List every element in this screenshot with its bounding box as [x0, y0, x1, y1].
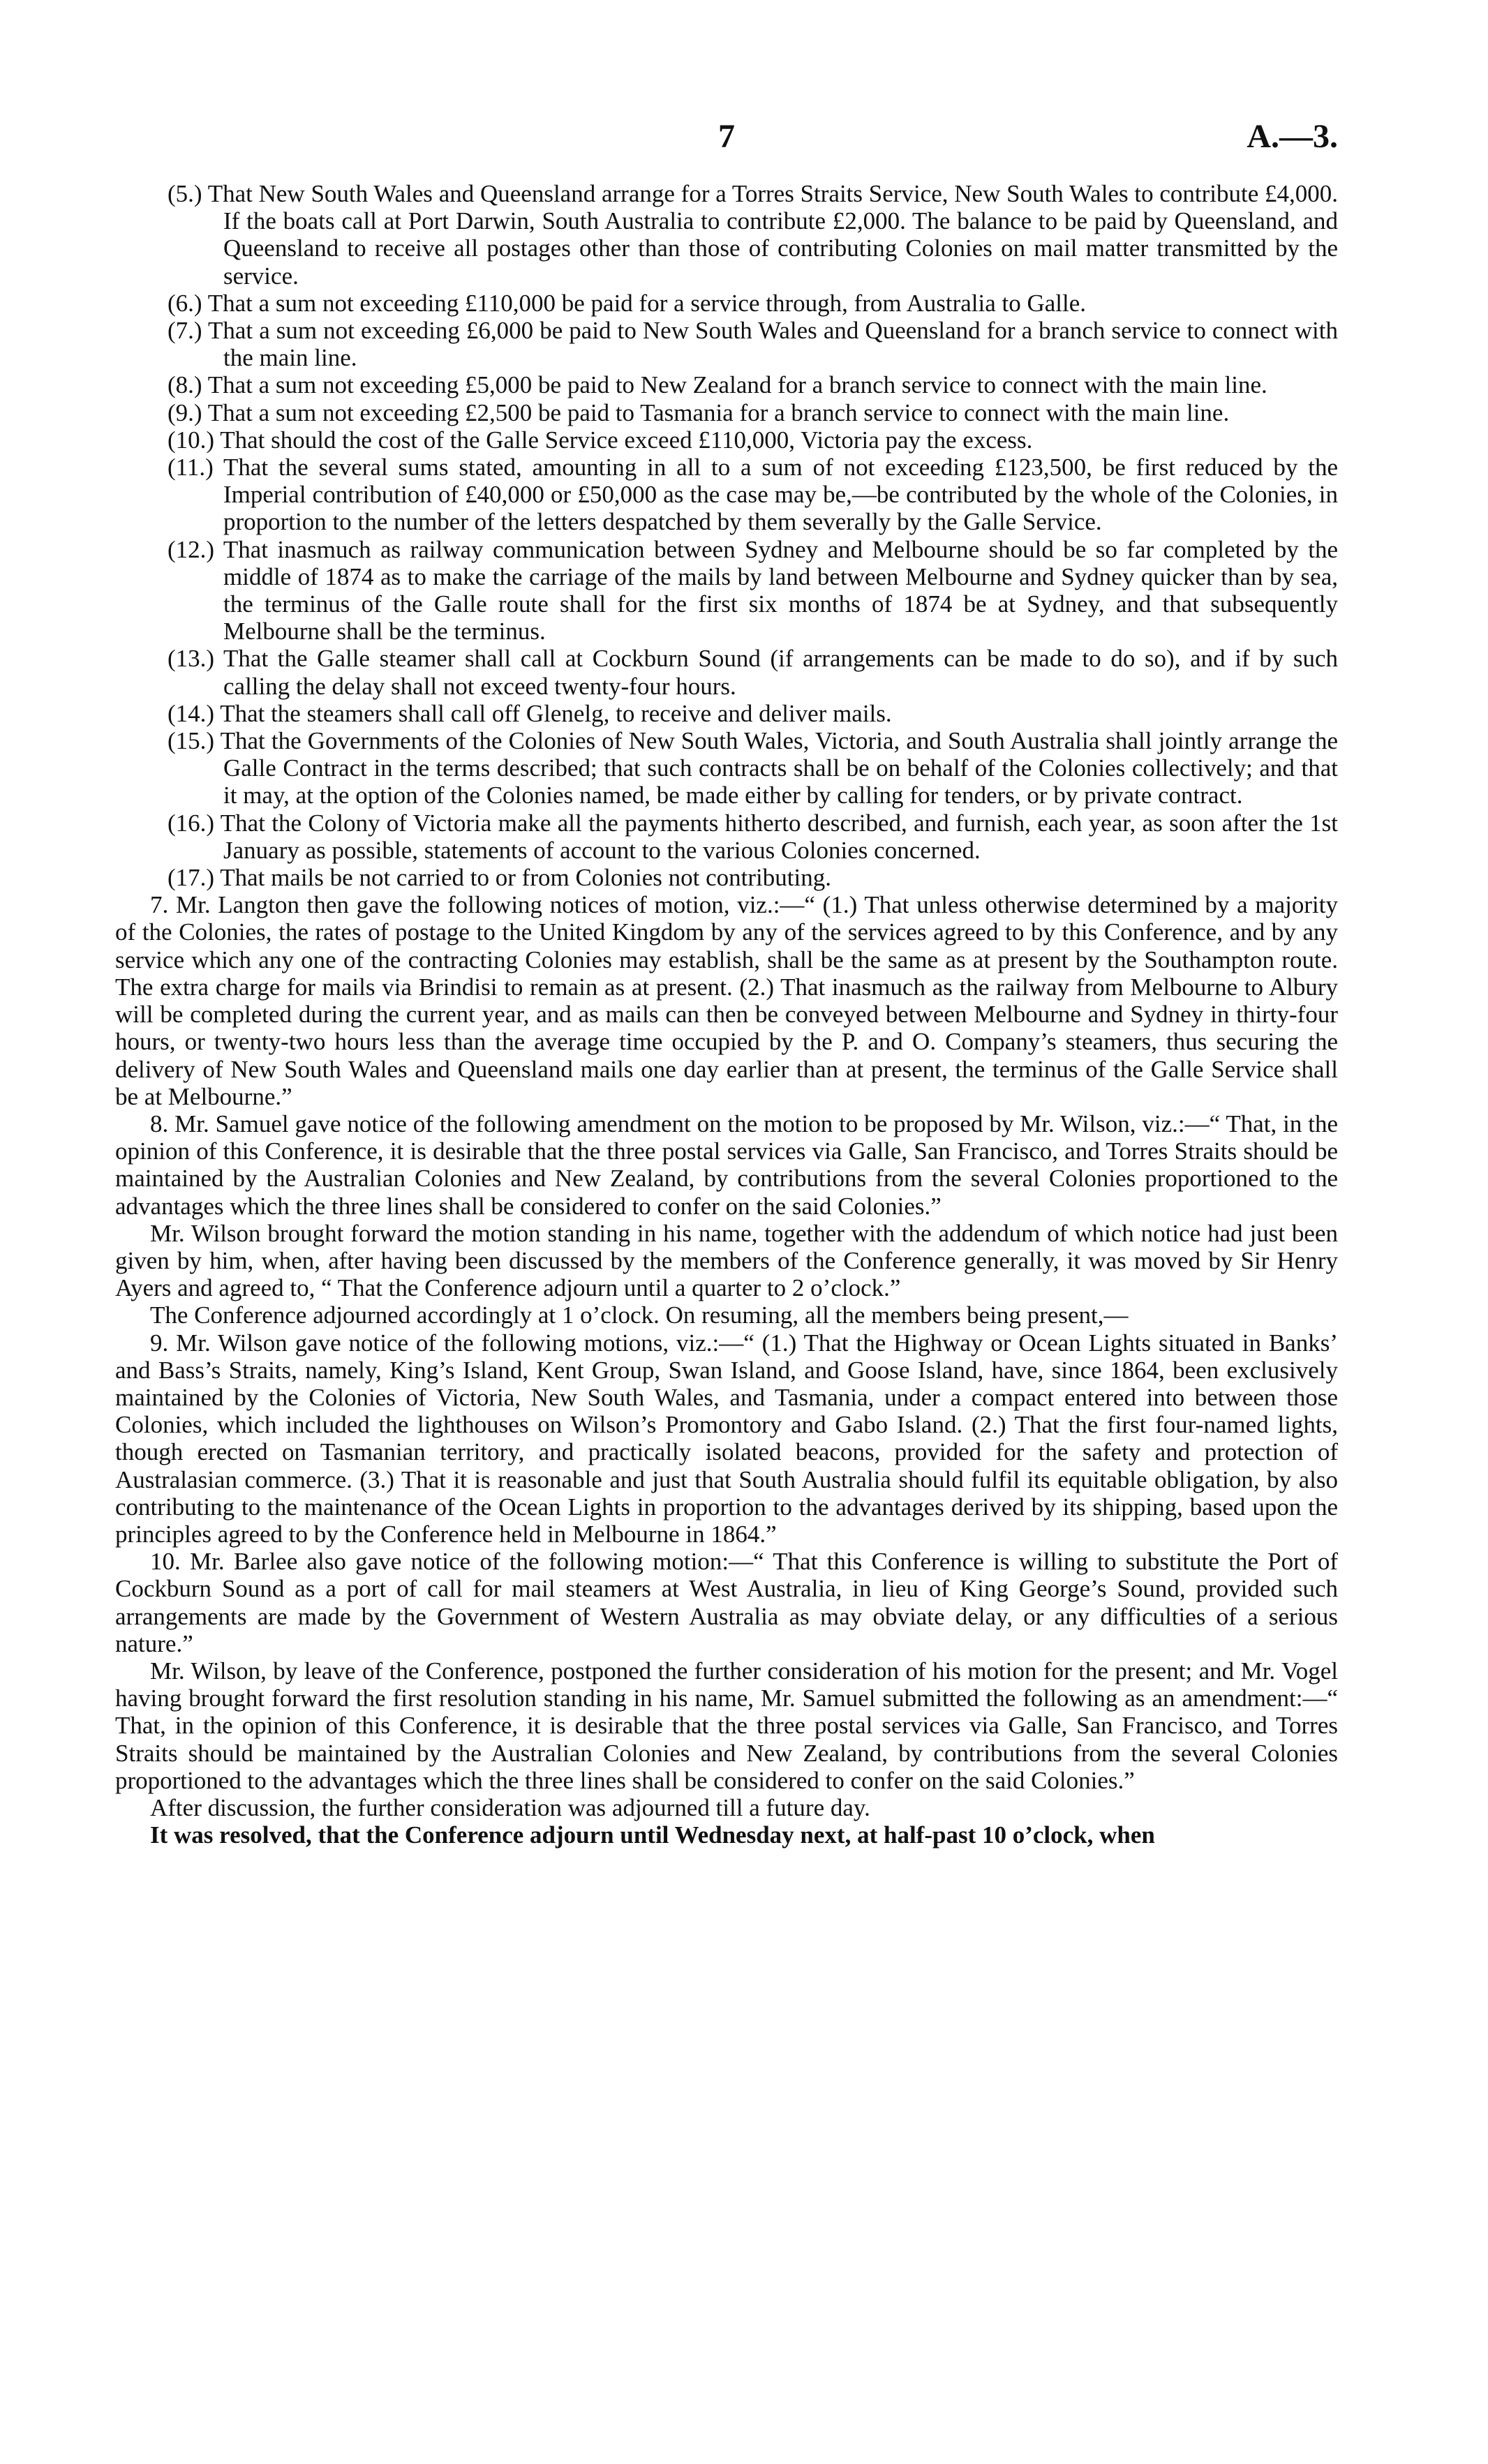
- paragraph-wilson-postponed: Mr. Wilson, by leave of the Conference, postponed the further consideration of his motion for the present; and Mr. Vogel having brought forward the first resolution standing in his name, Mr. Samuel submitted the following as an amendment:—“ That, in the opinion of this Conference, it is desirable that the three postal services via Galle, San Francisco, and Torres Straits should be maintained by the Australian Colonies and New Zealand, by contributions from the several Colonies proportioned to the advantages which the three lines shall be considered to confer on the said Colonies.”: [115, 1657, 1338, 1794]
- resolution-item: [168, 180, 1338, 290]
- resolution-text: That the several sums stated, amounting in all to a sum of not exceeding £123,500, be first reduced by the Imperial contribution of £40,000 or £50,000 as the case may be,—be contributed by the whole of the Colonies, in proportion to the number of the letters despatched by them severally by the Galle Service.: [223, 454, 1339, 536]
- paragraph-item-9-wilson: 9. Mr. Wilson gave notice of the following motions, viz.:—“ (1.) That the Highway or Ocean Lights situated in Banks’ and Bass’s Straits, namely, King’s Island, Kent Group, Swan Island, and Goose Island, have, since 1864, been exclusively maintained by the Colonies of Victoria, New South Wales, and Tasmania, under a compact entered into between those Colonies, which included the lighthouses on Wilson’s Promontory and Gabo Island. (2.) That the first four-named lights, though erected on Tasmanian territory, and practically isolated beacons, provided for the safety and protection of Australasian commerce. (3.) That it is reasonable and just that South Australia should fulfil its equitable obligation, by also contributing to the maintenance of the Ocean Lights in proportion to the advantages derived by its shipping, based upon the principles agreed to by the Conference held in Melbourne in 1864.”: [115, 1329, 1338, 1548]
- resolution-item: [168, 454, 1339, 536]
- resolution-text: That New South Wales and Queensland arrange for a Torres Straits Service, New South Wales to contribute £4,000. If the boats call at Port Darwin, South Australia to contribute £2,000. The balance to be paid by Queensland, and Queensland to receive all postages other than those of contributing Colonies on mail matter transmitted by the service.: [207, 180, 1338, 290]
- resolution-number: (12.): [168, 535, 215, 563]
- resolution-text: That a sum not exceeding £2,500 be paid to Tasmania for a branch service to connect with the main line.: [207, 398, 1230, 426]
- paragraph-adjournment: The Conference adjourned accordingly at 1 o’clock. On resuming, all the members being present,—: [150, 1301, 1129, 1329]
- resolution-text: That should the cost of the Galle Service exceed £110,000, Victoria pay the excess.: [220, 426, 1033, 454]
- resolution-number: (16.): [168, 809, 215, 837]
- resolution-item: [168, 699, 1338, 727]
- resolution-number: (11.): [168, 454, 214, 481]
- resolution-text: That mails be not carried to or from Colonies not contributing.: [220, 864, 831, 892]
- resolution-number: (7.): [168, 317, 202, 345]
- paragraph-item-10-barlee: 10. Mr. Barlee also gave notice of the following motion:—“ That this Conference is willing to substitute the Port of Cockburn Sound as a port of call for mail steamers at West Australia, in lieu of King George’s Sound, provided such arrangements are made by the Government of Western Australia as may obviate delay, or any difficulties of a serious nature.”: [115, 1548, 1338, 1657]
- resolution-number: (15.): [168, 727, 215, 755]
- resolution-text: That a sum not exceeding £5,000 be paid to New Zealand for a branch service to connect with the main line.: [207, 371, 1267, 399]
- resolution-item: [168, 727, 1338, 809]
- resolution-text: That a sum not exceeding £110,000 be paid for a service through, from Australia to Galle.: [207, 289, 1087, 317]
- resolution-text: That inasmuch as railway communication between Sydney and Melbourne should be so far completed by the middle of 1874 as to make the carriage of the mails by land between Melbourne and Sydney quicker than by sea, the terminus of the Galle route shall for the first six months of 1874 be at Sydney, and that subsequently Melbourne shall be the terminus.: [223, 535, 1338, 645]
- resolution-item: [168, 535, 1338, 645]
- page-header: [115, 117, 1338, 159]
- resolution-item: [168, 398, 1338, 426]
- resolution-text: That a sum not exceeding £6,000 be paid to New South Wales and Queensland for a branch service to connect with the main line.: [208, 317, 1339, 372]
- resolution-text: That the steamers shall call off Glenelg, to receive and deliver mails.: [220, 699, 892, 727]
- document-reference: A.—3.: [1247, 118, 1338, 155]
- resolution-number: (6.): [168, 289, 202, 317]
- resolution-item: [168, 289, 1338, 317]
- resolution-number: (17.): [168, 864, 215, 892]
- resolution-item: [168, 809, 1338, 864]
- resolution-item: [168, 864, 1338, 892]
- paragraph-item-7-langton: 7. Mr. Langton then gave the following notices of motion, viz.:—“ (1.) That unless otherwise determined by a majority of the Colonies, the rates of postage to the United Kingdom by any of the services agreed to by this Conference, and by any service which any one of the contracting Colonies may establish, shall be the same as at present by the Southampton route. The extra charge for mails via Brindisi to remain as at present. (2.) That inasmuch as the railway from Melbourne to Albury will be completed during the current year, and as mails can then be conveyed between Melbourne and Sydney in thirty-four hours, or twenty-two hours less than the average time occupied by the P. and O. Company’s steamers, thus securing the delivery of New South Wales and Queensland mails one day earlier than at present, the terminus of the Galle Service shall be at Melbourne.”: [115, 891, 1338, 1110]
- resolution-text: That the Governments of the Colonies of New South Wales, Victoria, and South Australia shall jointly arrange the Galle Contract in the terms described; that such contracts shall be on behalf of the Colonies collectively; and that it may, at the option of the Colonies named, be made either by calling for tenders, or by private contract.: [220, 727, 1338, 809]
- paragraph-wilson-motion: Mr. Wilson brought forward the motion standing in his name, together with the addendum of which notice had just been given by him, when, after having been discussed by the members of the Conference generally, it was moved by Sir Henry Ayers and agreed to, “ That the Conference adjourn until a quarter to 2 o’clock.”: [115, 1219, 1338, 1302]
- paragraph-item-8-samuel: 8. Mr. Samuel gave notice of the following amendment on the motion to be proposed by Mr. Wilson, viz.:—“ That, in the opinion of this Conference, it is desirable that the three postal services via Galle, San Francisco, and Torres Straits should be maintained by the Australian Colonies and New Zealand, by contributions from the several Colonies proportioned to the advantages which the three lines shall be considered to confer on the said Colonies.”: [115, 1110, 1338, 1220]
- resolution-number: (8.): [168, 371, 202, 399]
- resolution-number: (14.): [168, 699, 215, 727]
- page-body: [115, 180, 1338, 1849]
- resolution-item: [168, 426, 1338, 454]
- resolution-text: That the Galle steamer shall call at Cockburn Sound (if arrangements can be made to do so), and if by such calling the delay shall not exceed twenty-four hours.: [223, 645, 1338, 700]
- page-number: 7: [718, 118, 735, 155]
- resolution-text: That the Colony of Victoria make all the payments hitherto described, and furnish, each year, as soon after the 1st January as possible, statements of account to the various Colonies concerned.: [220, 809, 1338, 864]
- resolution-list: [115, 180, 1338, 891]
- resolution-number: (10.): [168, 426, 215, 454]
- resolution-number: (5.): [168, 180, 202, 207]
- resolution-number: (9.): [168, 398, 202, 426]
- resolution-item: [168, 371, 1338, 399]
- paragraph-after-discussion: After discussion, the further consideration was adjourned till a future day.: [150, 1793, 870, 1821]
- paragraph-resolved: It was resolved, that the Conference adjourn until Wednesday next, at half-past 10 o’clock, when: [150, 1821, 1155, 1849]
- resolution-item: [168, 317, 1339, 372]
- resolution-number: (13.): [168, 645, 215, 673]
- resolution-item: [168, 645, 1338, 700]
